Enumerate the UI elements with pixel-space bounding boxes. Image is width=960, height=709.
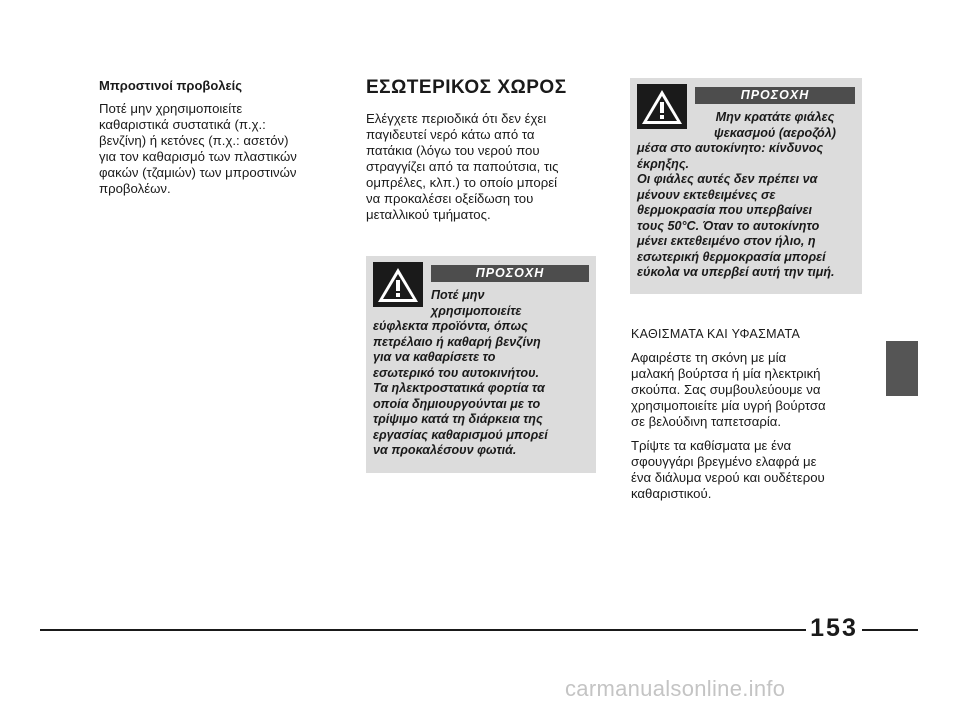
text-line: στραγγίζει από τα παπούτσια, τις <box>366 159 559 174</box>
left-column <box>99 78 339 205</box>
text-line: σε βελούδινη ταπετσαρία. <box>631 414 782 429</box>
text-line: φακών (τζαμιών) των μπροστινών <box>99 165 297 180</box>
text-line: Ελέγχετε περιοδικά ότι δεν έχει <box>366 111 547 126</box>
text-line: μεταλλικού τμήματος. <box>366 207 491 222</box>
text-line: χρησιμοποιείτε μία υγρή βούρτσα <box>631 398 826 413</box>
warning-box-aerosol <box>630 78 862 294</box>
footer-rule-left <box>40 629 806 631</box>
text-line: βενζίνη) ή κετόνες (π.χ.: ασετόν) <box>99 133 289 148</box>
text-line: έκρηξης. <box>637 156 690 171</box>
text-line: Οι φιάλες αυτές δεν πρέπει να <box>637 172 818 186</box>
page-number: 153 <box>806 614 862 643</box>
text-line: οποία δημιουργούνται με το <box>373 396 541 411</box>
seats-paragraph-2 <box>631 438 871 502</box>
text-line: ομπρέλες, κλπ.) το οποίο μπορεί <box>366 175 558 190</box>
text-line: μέσα στο αυτοκίνητο: κίνδυνος <box>637 141 824 155</box>
text-line: εργασίας καθαρισμού μπορεί <box>373 427 548 442</box>
text-line: σφουγγάρι βρεγμένο ελαφρά με <box>631 454 817 469</box>
text-line: να προκαλέσουν φωτιά. <box>373 443 517 457</box>
text-line: εσωτερικό του αυτοκινήτου. <box>373 365 540 380</box>
warning-triangle-icon <box>373 262 423 307</box>
text-line: να προκαλέσει οξείδωση του <box>366 191 534 206</box>
right-column <box>631 327 871 510</box>
text-line: Τα ηλεκτροστατικά φορτία τα <box>373 381 545 395</box>
warning-header <box>637 84 855 141</box>
text-line: σκούπα. Σας συμβουλεύουμε να <box>631 382 821 397</box>
text-line: για τον καθαρισμό των πλαστικών <box>99 149 297 164</box>
text-line: χρησιμοποιείτε <box>431 303 522 318</box>
warning-box-flammable <box>366 256 596 473</box>
warning-label: ΠΡΟΣΟΧΗ <box>431 265 589 282</box>
warning-text-beside-icon <box>431 288 589 319</box>
text-line: εσωτερική θερμοκρασία μπορεί <box>637 249 826 264</box>
warning-header-right <box>431 262 589 319</box>
seats-fabrics-heading: ΚΑΘΙΣΜΑΤΑ ΚΑΙ ΥΦΑΣΜΑΤΑ <box>631 327 801 341</box>
section-tab-marker <box>886 341 918 396</box>
text-line: θερμοκρασία που υπερβαίνει <box>637 203 813 217</box>
text-line: Ποτέ μην χρησιμοποιείτε <box>99 101 243 116</box>
watermark: carmanualsonline.info <box>565 676 786 701</box>
seats-paragraph-1 <box>631 350 871 430</box>
text-line: πατάκια (λόγω του νερού που <box>366 143 540 158</box>
text-line: εύφλεκτα προϊόντα, όπως <box>373 319 528 333</box>
middle-column <box>366 77 606 231</box>
warning-header-right <box>695 84 855 141</box>
text-line: Ποτέ μην <box>431 288 485 302</box>
warning-label: ΠΡΟΣΟΧΗ <box>695 87 855 104</box>
text-line: ένα διάλυμα νερού και ουδέτερου <box>631 470 825 485</box>
warning-body <box>637 141 855 281</box>
text-line: πετρέλαιο ή καθαρή βενζίνη <box>373 334 541 349</box>
text-line: για να καθαρίσετε το <box>373 350 496 364</box>
text-line: μαλακή βούρτσα ή μία ηλεκτρική <box>631 366 821 381</box>
interior-paragraph <box>366 111 606 223</box>
text-line: εύκολα να υπερβεί αυτή την τιμή. <box>637 265 835 279</box>
text-line: Αφαιρέστε τη σκόνη με μία <box>631 350 787 365</box>
warning-text-beside-icon <box>695 110 855 141</box>
text-line: μένουν εκτεθειμένες σε <box>637 187 776 202</box>
text-line: Τρίψτε τα καθίσματα με ένα <box>631 438 792 453</box>
text-line: Μην κρατάτε φιάλες <box>715 110 835 124</box>
warning-body <box>373 319 589 459</box>
interior-heading: ΕΣΩΤΕΡΙΚΟΣ ΧΩΡΟΣ <box>366 77 567 98</box>
text-line: παγιδευτεί νερό κάτω από τα <box>366 127 535 142</box>
text-line: καθαριστικού. <box>631 486 712 501</box>
headlights-paragraph <box>99 101 339 197</box>
headlights-heading: Μπροστινοί προβολείς <box>99 78 243 93</box>
text-line: μένει εκτεθειμένο στον ήλιο, η <box>637 234 816 248</box>
text-line: καθαριστικά συστατικά (π.χ.: <box>99 117 266 132</box>
text-line: προβολέων. <box>99 181 171 196</box>
text-line: τρίψιμο κατά τη διάρκεια της <box>373 412 543 426</box>
footer-rule-right <box>862 629 918 631</box>
text-line: ψεκασμού (αεροζόλ) <box>714 125 836 140</box>
warning-header <box>373 262 589 319</box>
warning-triangle-icon <box>637 84 687 129</box>
text-line: τους 50°C. Όταν το αυτοκίνητο <box>637 218 820 233</box>
